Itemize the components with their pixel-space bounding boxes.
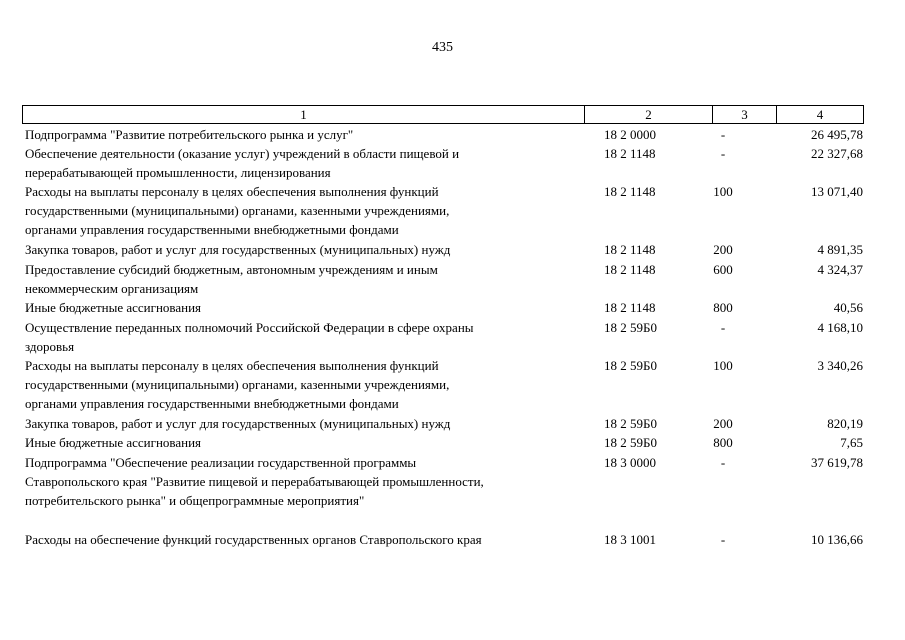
column-header-3: 3 [713,106,777,123]
row-code: 18 2 59Б0 [604,320,657,335]
row-code: 18 2 0000 [604,127,656,142]
row-amount: 10 136,66 [811,532,863,547]
row-description: Расходы на выплаты персоналу в целях обеспечения выполнения функций государственными (муниципальными) органами, казенными учреждениями, органами управления государственными внебюджетными фондами [25,358,450,411]
row-type: - [720,320,726,335]
row-code: 18 2 59Б0 [604,435,657,450]
row-amount: 820,19 [827,416,863,431]
table-header [22,105,864,124]
column-header-1: 1 [23,106,585,123]
column-header-4: 4 [816,107,824,122]
row-code: 18 2 1148 [604,242,656,257]
row-amount: 40,56 [833,300,863,315]
row-code: 18 2 59Б0 [604,358,657,373]
row-description: Осуществление переданных полномочий Российской Федерации в сфере охраны здоровья [25,320,474,354]
row-description: Иные бюджетные ассигнования [25,435,202,450]
row-type: - [720,146,726,161]
row-amount: 3 340,26 [817,358,863,373]
row-amount: 4 891,35 [817,242,863,257]
row-description: Иные бюджетные ассигнования [25,300,202,315]
row-amount: 26 495,78 [811,127,863,142]
row-code: 18 3 0000 [604,455,656,470]
row-description: Закупка товаров, работ и услуг для государственных (муниципальных) нужд [25,416,451,431]
row-type: 600 [713,262,733,277]
row-amount: 4 168,10 [817,320,863,335]
row-description: Предоставление субсидий бюджетным, автономным учреждениям и иным некоммерческим организациям [25,262,438,296]
row-code: 18 2 1148 [604,184,656,199]
column-header-2: 2 [585,106,713,123]
row-description: Закупка товаров, работ и услуг для государственных (муниципальных) нужд [25,242,451,257]
row-type: - [720,455,726,470]
row-code: 18 2 59Б0 [604,416,657,431]
row-description: Подпрограмма "Обеспечение реализации государственной программы Ставропольского края "Развитие пищевой и перерабатывающей промышленности, потребительского рынка" и общепрограммные мероприятия" [25,455,484,508]
row-code: 18 2 1148 [604,262,656,277]
row-type: 800 [713,435,733,450]
row-amount: 4 324,37 [817,262,863,277]
row-description: Расходы на выплаты персоналу в целях обеспечения выполнения функций государственными (муниципальными) органами, казенными учреждениями, органами управления государственными внебюджетными фондами [25,184,450,237]
row-amount: 7,65 [840,435,863,450]
row-description: Обеспечение деятельности (оказание услуг) учреждений в области пищевой и перерабатывающей промышленности, лицензирования [25,146,460,180]
row-type: 800 [713,300,733,315]
row-type: 100 [713,358,733,373]
row-type: 200 [713,242,733,257]
row-amount: 37 619,78 [811,455,863,470]
row-description: Расходы на обеспечение функций государственных органов Ставропольского края [25,532,482,547]
row-code: 18 2 1148 [604,300,656,315]
row-code: 18 2 1148 [604,146,656,161]
row-type: - [720,532,726,547]
row-type: 100 [713,184,733,199]
row-amount: 22 327,68 [811,146,863,161]
page-number: 435 [432,40,453,55]
row-description: Подпрограмма "Развитие потребительского рынка и услуг" [25,127,354,142]
row-type: 200 [713,416,733,431]
row-type: - [720,127,726,142]
row-amount: 13 071,40 [811,184,863,199]
row-code: 18 3 1001 [604,532,656,547]
